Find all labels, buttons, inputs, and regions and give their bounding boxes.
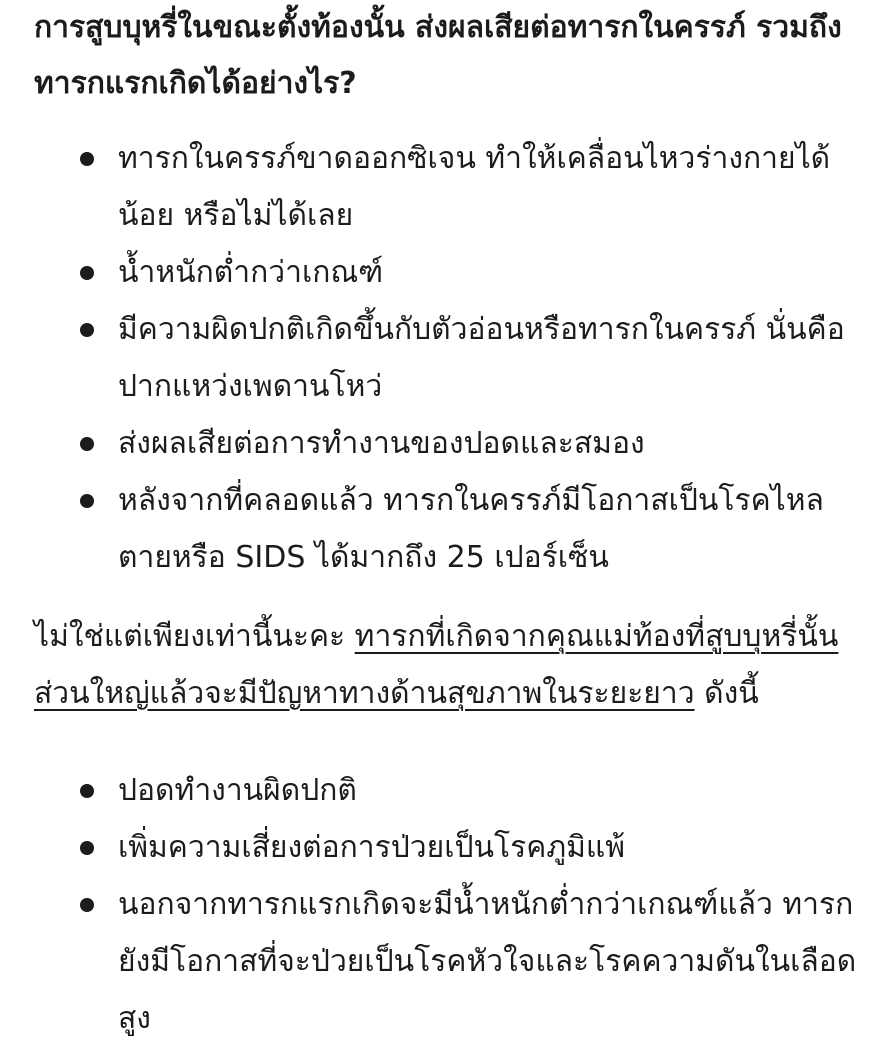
effects-list	[34, 130, 874, 586]
list-item-text: นอกจากทารกแรกเกิดจะมีน้ำหนักต่ำกว่าเกณฑ์แล้ว ทารกยังมีโอกาสที่จะป่วยเป็นโรคหัวใจและโรคความดันในเลือดสูง	[118, 887, 857, 1036]
list-item-text: ทารกในครรภ์ขาดออกซิเจน ทำให้เคลื่อนไหวร่างกายได้น้อย หรือไม่ได้เลย	[118, 141, 831, 233]
paragraph-lead: ไม่ใช่แต่เพียงเท่านี้นะคะ	[34, 619, 355, 654]
list-item-text: ส่งผลเสียต่อการทำงานของปอดและสมอง	[118, 426, 645, 461]
bullet-dot-icon	[80, 323, 94, 337]
bullet-dot-icon	[80, 437, 94, 451]
list-item-text: หลังจากที่คลอดแล้ว ทารกในครรภ์มีโอกาสเป็นโรคไหลตายหรือ SIDS ได้มากถึง 25 เปอร์เซ็น	[118, 483, 824, 575]
list-item	[34, 301, 874, 415]
long-term-intro-paragraph	[34, 608, 874, 722]
list-item	[34, 130, 874, 244]
list-item-text: เพิ่มความเสี่ยงต่อการป่วยเป็นโรคภูมิแพ้	[118, 830, 625, 865]
paragraph-underlined: ทารกที่เกิดจากคุณแม่ท้องที่สูบบุหรี่นั้น ส่วนใหญ่แล้วจะมีปัญหาทางด้านสุขภาพในระยะยาว	[34, 619, 839, 711]
list-item	[34, 876, 874, 1047]
long-term-effects-list	[34, 762, 874, 1047]
bullet-dot-icon	[80, 898, 94, 912]
list-item-text: มีความผิดปกติเกิดขึ้นกับตัวอ่อนหรือทารกในครรภ์ นั่นคือ ปากแหว่งเพดานโหว่	[118, 312, 845, 404]
list-item	[34, 415, 874, 472]
bullet-dot-icon	[80, 784, 94, 798]
bullet-dot-icon	[80, 841, 94, 855]
list-item-text: น้ำหนักต่ำกว่าเกณฑ์	[118, 255, 384, 290]
list-item-text: ปอดทำงานผิดปกติ	[118, 773, 357, 808]
bullet-dot-icon	[80, 266, 94, 280]
section-heading: การสูบบุหรี่ในขณะตั้งท้องนั้น ส่งผลเสียต่อทารกในครรภ์ รวมถึงทารกแรกเกิดได้อย่างไร?	[34, 10, 842, 101]
bullet-dot-icon	[80, 494, 94, 508]
list-item	[34, 819, 874, 876]
paragraph-tail: ดังนี้	[694, 676, 759, 711]
bullet-dot-icon	[80, 152, 94, 166]
list-item	[34, 762, 874, 819]
article-body	[34, 0, 874, 1047]
list-item	[34, 472, 874, 586]
list-item	[34, 244, 874, 301]
